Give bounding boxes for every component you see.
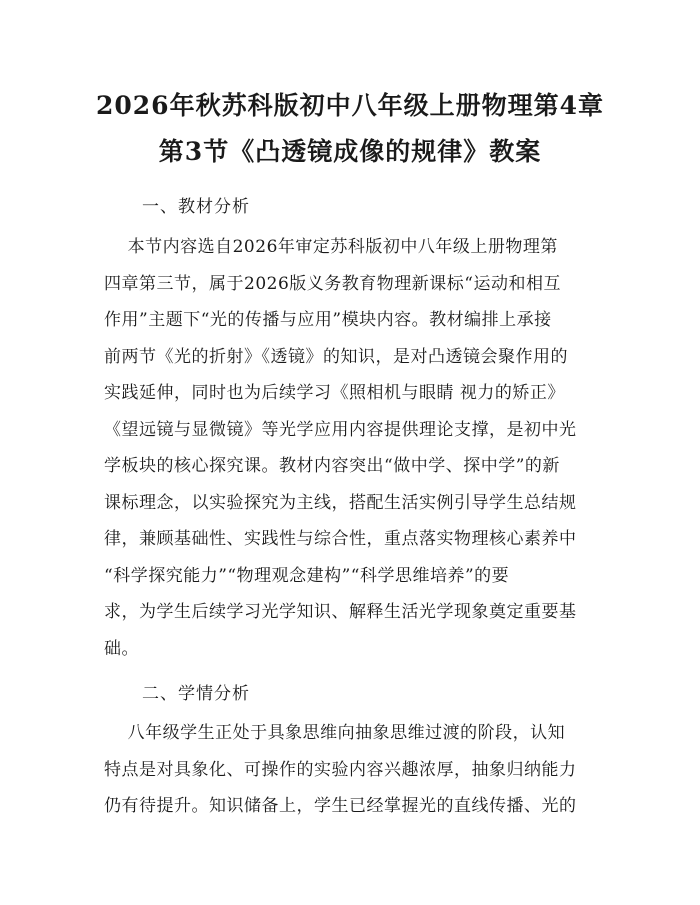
section-paragraph-student-analysis — [104, 715, 604, 825]
paragraph-line: 础。 — [104, 638, 139, 659]
paragraph-line: 学板块的核心探究课。教材内容突出“做中学、探中学”的新 — [104, 456, 560, 476]
paragraph-line: 实践延伸，同时也为后续学习《照相机与眼睛 视力的矫正》 — [104, 383, 565, 403]
paragraph-line: 特点是对具象化、可操作的实验内容兴趣浓厚，抽象归纳能力 — [104, 759, 577, 780]
paragraph-line: “科学探究能力”“物理观念建构”“科学思维培养”的要 — [104, 565, 510, 586]
paragraph-line: 《望远镜与显微镜》等光学应用内容提供理论支撑，是初中光 — [104, 419, 577, 440]
document-title-line-2: 第3节《凸透镜成像的规律》教案 — [158, 137, 542, 166]
paragraph-line: 作用”主题下“光的传播与应用”模块内容。教材编排上承接 — [104, 310, 552, 330]
section-heading-student-analysis: 二、学情分析 — [142, 684, 250, 704]
paragraph-line: 四章第三节，属于2026版义务教育物理新课标“运动和相互 — [104, 273, 561, 294]
paragraph-line: 律，兼顾基础性、实践性与综合性，重点落实物理核心素养中 — [104, 529, 577, 549]
paragraph-line: 课标理念，以实验探究为主线，搭配生活实例引导学生总结规 — [104, 492, 577, 513]
paragraph-line: 前两节《光的折射》《透镜》的知识，是对凸透镜会聚作用的 — [104, 346, 568, 367]
section-heading-textbook-analysis: 一、教材分析 — [142, 197, 250, 217]
paragraph-line: 八年级学生正处于具象思维向抽象思维过渡的阶段，认知 — [104, 723, 566, 743]
paragraph-line: 求，为学生后续学习光学知识、解释生活光学现象奠定重要基 — [104, 602, 577, 622]
paragraph-line: 本节内容选自2026年审定苏科版初中八年级上册物理第 — [104, 237, 558, 257]
paragraph-line: 仍有待提升。知识储备上，学生已经掌握光的直线传播、光的 — [104, 796, 577, 816]
document-title-line-1: 2026年秋苏科版初中八年级上册物理第4章 — [96, 91, 604, 120]
section-paragraph-textbook-analysis — [104, 229, 604, 667]
